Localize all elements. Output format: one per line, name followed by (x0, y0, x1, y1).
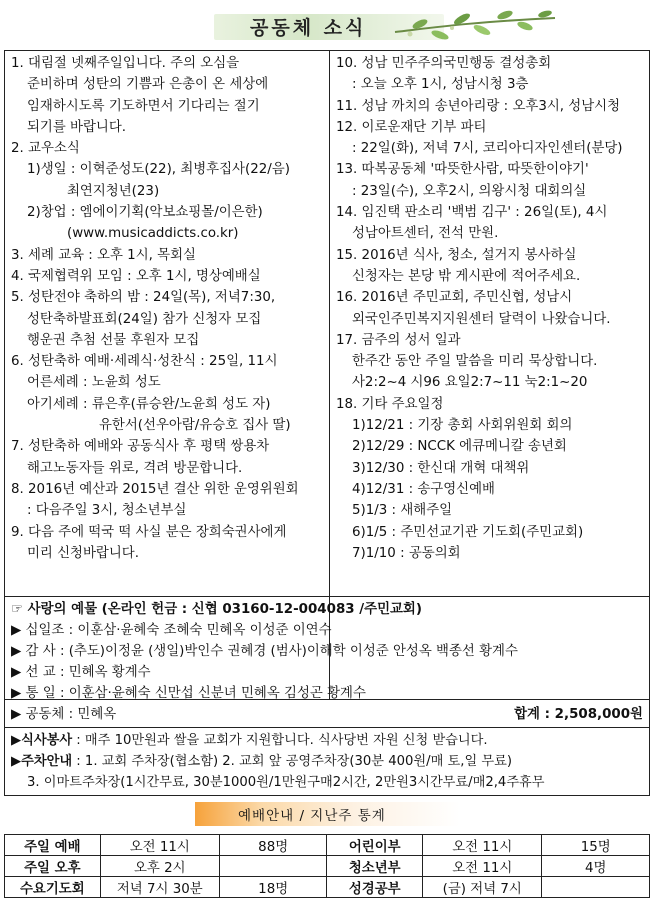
news-line: 17. 금주의 성서 일과 (336, 332, 461, 348)
meal-text: : 매주 10만원과 쌀을 교회가 지원합니다. 식사당번 자원 신청 받습니다. (72, 733, 488, 748)
news-line: 13. 따복공동체 '따뜻한사람, 따뜻한이야기' (336, 162, 589, 178)
header (0, 6, 655, 50)
news-line: 행운권 추첨 선물 후원자 모집 (27, 332, 200, 348)
news-line: 9. 다음 주에 떡국 떡 사실 분은 장희숙권사에게 (11, 524, 287, 540)
news-line: 5. 성탄전야 축하의 밤 : 24일(목), 저녁7:30, (11, 290, 276, 306)
table-cell: 18명 (219, 877, 327, 898)
schedule-item: 1)12/21 : 기장 총회 사회위원회 회의 (352, 418, 573, 434)
table-cell: 오전 11시 (423, 856, 542, 877)
parking-notice-2: 3. 이마트주차장(1시간무료, 30분1000원/1만원구매2시간, 2만원3시간무료/매2,4주휴무 (27, 775, 545, 790)
table-row (5, 877, 650, 898)
news-line: 어른세례 : 노윤희 성도 (27, 375, 161, 391)
news-line: 되기를 바랍니다. (27, 119, 127, 135)
table-cell: 성경공부 (327, 877, 423, 898)
news-line: : 오늘 오후 1시, 성남시청 3층 (352, 77, 529, 93)
news-line: 외국인주민복지지원센터 달력이 나왔습니다. (352, 311, 611, 327)
table-cell: 청소년부 (327, 856, 423, 877)
page-title: 공동체 소식 (250, 17, 367, 39)
news-line: 12. 이로운재단 기부 파티 (336, 119, 487, 135)
meal-label: ▶식사봉사 (11, 733, 73, 748)
schedule-item: 2)12/29 : NCCK 에큐메니칼 송년회 (352, 439, 567, 455)
offering-section (4, 596, 650, 796)
notice-box (4, 728, 650, 796)
news-line: 해고노동자들 위로, 격려 방문합니다. (27, 460, 243, 476)
schedule-item: 7)1/10 : 공동의회 (352, 545, 461, 561)
table-cell (542, 877, 650, 898)
news-line: 11. 성남 까치의 송년아리랑 : 오후3시, 성남시청 (336, 98, 621, 114)
table-cell: 수요기도회 (5, 877, 101, 898)
table-cell: 15명 (542, 835, 650, 856)
meal-notice (11, 730, 643, 751)
table-cell: 주일 오후 (5, 856, 101, 877)
news-line: 10. 성남 민주주의국민행동 결성총회 (336, 56, 552, 71)
news-line: 2. 교우소식 (11, 141, 80, 157)
table-row (5, 835, 650, 856)
news-line: 3. 세례 교육 : 오후 1시, 목회실 (11, 247, 196, 263)
schedule-item: 5)1/3 : 새해주일 (352, 503, 453, 519)
offering-row: ▶ 선 교 : 민혜옥 황계수 (11, 665, 151, 680)
attendance-table (4, 834, 650, 898)
parking-label: ▶주차안내 (11, 754, 73, 769)
offering-row: ▶ 십일조 : 이훈삼·윤혜숙 조혜숙 민혜옥 이성준 이연수 (11, 623, 332, 638)
table-cell: 오전 11시 (100, 835, 219, 856)
table-cell: 저녁 7시 30분 (100, 877, 219, 898)
news-line: 15. 2016년 식사, 청소, 설거지 봉사하실 (336, 247, 577, 263)
news-line: 성남아트센터, 전석 만원. (352, 226, 499, 242)
leaf-branch-icon (390, 8, 560, 46)
news-line: 18. 기타 주요일정 (336, 396, 444, 412)
table-cell: 오전 11시 (423, 835, 542, 856)
news-line: 8. 2016년 예산과 2015년 결산 위한 운영위원회 (11, 481, 299, 497)
schedule-item: 3)12/30 : 한신대 개혁 대책위 (352, 460, 530, 476)
news-line: 임재하시도록 기도하면서 기다리는 절기 (27, 98, 260, 114)
news-line: 한주간 동안 주일 말씀을 미리 묵상합니다. (352, 354, 598, 370)
news-line: : 다음주일 3시, 청소년부실 (27, 503, 187, 519)
news-line: 신청자는 본당 밖 게시판에 적어주세요. (352, 268, 581, 284)
news-line: 2)창업 : 엠에이기획(악보쇼핑몰/이은한) (27, 205, 263, 221)
table-cell: 어린이부 (327, 835, 423, 856)
schedule-item: 4)12/31 : 송구영신예배 (352, 481, 495, 497)
parking-text: : 1. 교회 주차장(협소함) 2. 교회 앞 공영주차장(30분 400원/매 토,일 무료) (72, 754, 512, 769)
offering-row: ▶ 감 사 : (추도)이정윤 (생일)박인수 권혜경 (범사)이해학 이성준 안성옥 백종선 황계수 (11, 644, 518, 659)
news-line: 16. 2016년 주민교회, 주민신협, 성남시 (336, 290, 573, 306)
offering-box (4, 596, 650, 728)
offering-total: 합계 : 2,508,000원 (514, 707, 643, 722)
stats-header (0, 796, 655, 830)
table-row (5, 856, 650, 877)
news-line: 아기세례 : 류은후(류승완/노윤희 성도 자) (27, 396, 271, 412)
news-line: 최연지청년(23) (67, 183, 160, 199)
offering-row: ▶ 통 일 : 이훈삼·윤혜숙 신만섭 신분녀 민혜옥 김성곤 황계수 (11, 686, 366, 701)
news-line: 사2:2~4 시96 요일2:7~11 눅2:1~20 (352, 375, 588, 391)
news-line: 미리 신청바랍니다. (27, 545, 139, 561)
table-cell: 88명 (219, 835, 327, 856)
parking-notice (11, 751, 643, 772)
news-line: 성탄축하발표회(24일) 참가 신청자 모집 (27, 311, 262, 327)
table-cell: (금) 저녁 7시 (423, 877, 542, 898)
news-line: 유한서(선우아람/유승호 집사 딸) (99, 418, 291, 434)
table-cell (219, 856, 327, 877)
table-cell: 주일 예배 (5, 835, 101, 856)
table-cell: 4명 (542, 856, 650, 877)
news-line: 6. 성탄축하 예배·세례식·성찬식 : 25일, 11시 (11, 354, 278, 370)
news-line: 4. 국제협력위 모임 : 오후 1시, 명상예배실 (11, 268, 261, 284)
schedule-item: 6)1/5 : 주민선교기관 기도회(주민교회) (352, 524, 584, 540)
news-line: 7. 성탄축하 예배와 공동식사 후 평택 쌍용차 (11, 439, 270, 455)
news-line: : 23일(수), 오후2시, 의왕시청 대회의실 (352, 183, 587, 199)
stats-title: 예배안내 / 지난주 통계 (238, 808, 386, 824)
table-cell: 오후 2시 (100, 856, 219, 877)
news-line: 1)생일 : 이혁준성도(22), 최병후집사(22/음) (27, 162, 290, 178)
news-line: 1. 대림절 넷째주일입니다. 주의 오심을 (11, 56, 240, 71)
news-line: : 22일(화), 저녁 7시, 코리아디자인센터(분당) (352, 141, 623, 157)
offering-row: ▶ 공동체 : 민혜옥 (11, 707, 117, 722)
news-line: 준비하며 성탄의 기쁨과 은총이 온 세상에 (27, 77, 269, 93)
news-line: 14. 임진택 판소리 '백범 김구' : 26일(토), 4시 (336, 205, 608, 221)
offering-header: ☞ 사랑의 예물 (온라인 헌금 : 신협 03160-12-004083 /주민교회) (11, 602, 422, 617)
offering-row-last (11, 704, 643, 725)
news-line: (www.musicaddicts.co.kr) (67, 226, 239, 242)
